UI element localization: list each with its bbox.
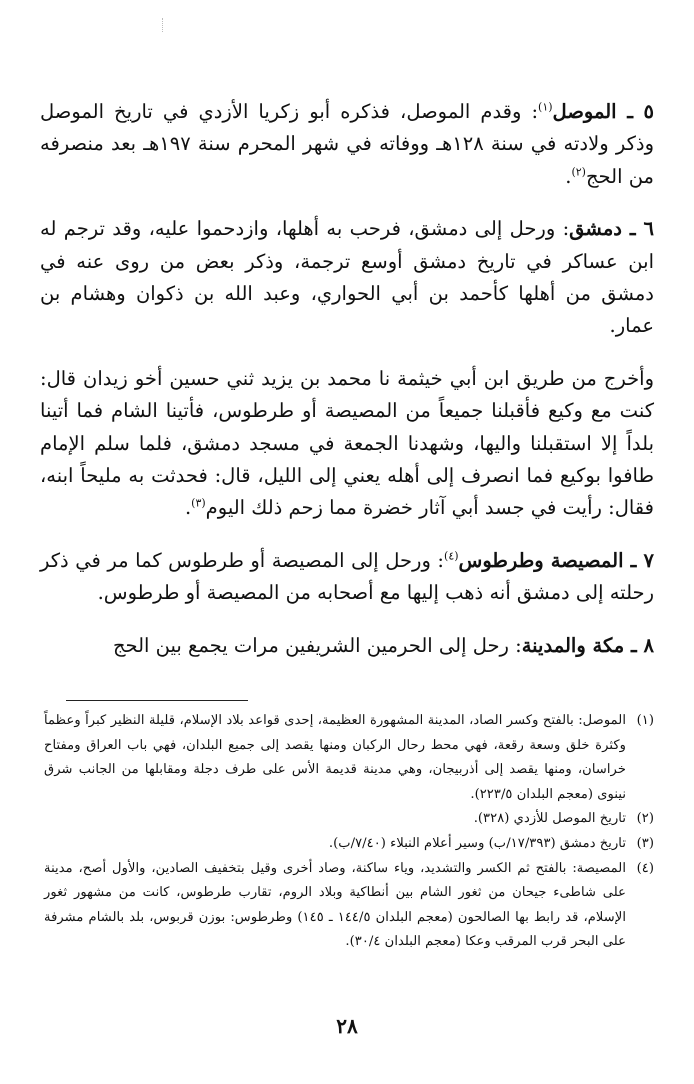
paragraph-text: وأخرج من طريق ابن أبي خيثمة نا محمد بن يزيد ثني حسين أخو زيدان قال: كنت مع وكيع فأقبلنا جميعاً من المصيصة أو طرطوس، فأتينا الشام فما أتينا بلداً إلا استقبلنا واليها، وشهدنا الجمعة في مسجد دمشق، فلما سلم الإمام طافوا بوكيع فما انصرف إلى أهله يعني إلى الليل، قال: فحدثت به مليحاً ابنه، فقال: رأيت في جسد أبي آثار خضرة مما زحم ذلك اليوم [40, 366, 654, 520]
footnote-ref[interactable]: (٤) [444, 549, 459, 563]
paragraph-text: : ورحل إلى المصيصة أو طرطوس كما مر في ذكر رحلته إلى دمشق أنه ذهب إليها مع أصحابه من المصيصة أو طرطوس. [40, 548, 654, 605]
section-heading: ٨ ـ مكة والمدينة [521, 633, 654, 657]
footnote-number: (٤) [636, 860, 654, 876]
footnote-number: (١) [636, 713, 654, 728]
section-heading: ٥ ـ الموصل [552, 100, 655, 123]
footnote-ref[interactable]: (٢) [571, 165, 586, 179]
footnote [44, 857, 654, 955]
section-heading: ٧ ـ المصيصة وطرطوس [458, 548, 655, 572]
section-heading: ٦ ـ دمشق [569, 217, 654, 241]
paragraph-text: : وقدم الموصل، فذكره أبو زكريا الأزدي في تاريخ الموصل وذكر ولادته في سنة ١٢٨هـ ووفاته في شهر المحرم سنة ١٩٧هـ بعد منصرفه من الحج [40, 100, 654, 188]
paragraph-end: . [184, 496, 192, 520]
footnote-text: المصيصة: بالفتح ثم الكسر والتشديد، وياء ساكنة، وصاد أخرى وقيل بتخفيف الصادين، والأول أصح، مدينة على شاطىء جيحان من ثغور الشام بين أنطاكية وبلاد الروم، تقارب طرطوس، كانت من مشهور ثغور الإسلام، قد رابط بها الصالحون (معجم البلدان ١٤٤/٥ ـ ١٤٥) وطرطوس: بوزن قربوس، بلد بالشام مشرفة على البحر قرب المرقب وعكا (معجم البلدان ٣٠/٤). [44, 860, 627, 950]
footnote-ref[interactable]: (١) [538, 100, 553, 114]
footnote [44, 807, 654, 832]
paragraph-text: : رحل إلى الحرمين الشريفين مرات يجمع بين الحج [112, 633, 522, 657]
footnote-text: الموصل: بالفتح وكسر الصاد، المدينة المشهورة العظيمة، إحدى قواعد بلاد الإسلام، قليلة النظير كبراً وعظماً وكثرة خلق وسعة رقعة، فهي محط رحال الركبان ومنها يقصد إلى جميع البلدان، فهي باب العراق ومفتاح خراسان، ومنها يقصد إلى أذربيجان، وهي مدينة قديمة الأس على طرف دجلة ومقابلها من الجانب شرق نينوى (معجم البلدان ٢٢٣/٥). [44, 713, 626, 802]
footnote [44, 709, 654, 807]
main-text [40, 96, 654, 662]
footnote-number: (٣) [636, 835, 654, 851]
margin-mark [162, 18, 164, 32]
footnote-ref[interactable]: (٣) [191, 496, 206, 510]
footnote-divider [66, 700, 248, 701]
paragraph-mecca [40, 630, 654, 662]
paragraph-narration [40, 363, 654, 525]
paragraph-massisa [40, 545, 654, 610]
paragraph-damascus [40, 213, 654, 343]
footnote-number: (٢) [636, 811, 654, 827]
paragraph-text: : ورحل إلى دمشق، فرحب به أهلها، وازدحموا عليه، وقد ترجم له ابن عساكر في تاريخ دمشق أوسع ترجمة، وذكر بعض من روى عنه في دمشق من أهلها كأحمد بن أبي الحواري، وعبد الله بن ذكوان وهشام بن عمار. [40, 217, 654, 338]
footnote [44, 832, 654, 857]
footnote-text: تاريخ الموصل للأزدي (٣٢٨). [473, 811, 626, 827]
footnotes [44, 709, 654, 955]
footnote-text: تاريخ دمشق (١٧/٣٩٣/ب) وسير أعلام النبلاء (٧/٤٠/ب). [328, 835, 626, 851]
page-number: ٢٨ [336, 1014, 358, 1038]
paragraph-end: . [565, 164, 572, 188]
paragraph-mosul [40, 96, 654, 193]
